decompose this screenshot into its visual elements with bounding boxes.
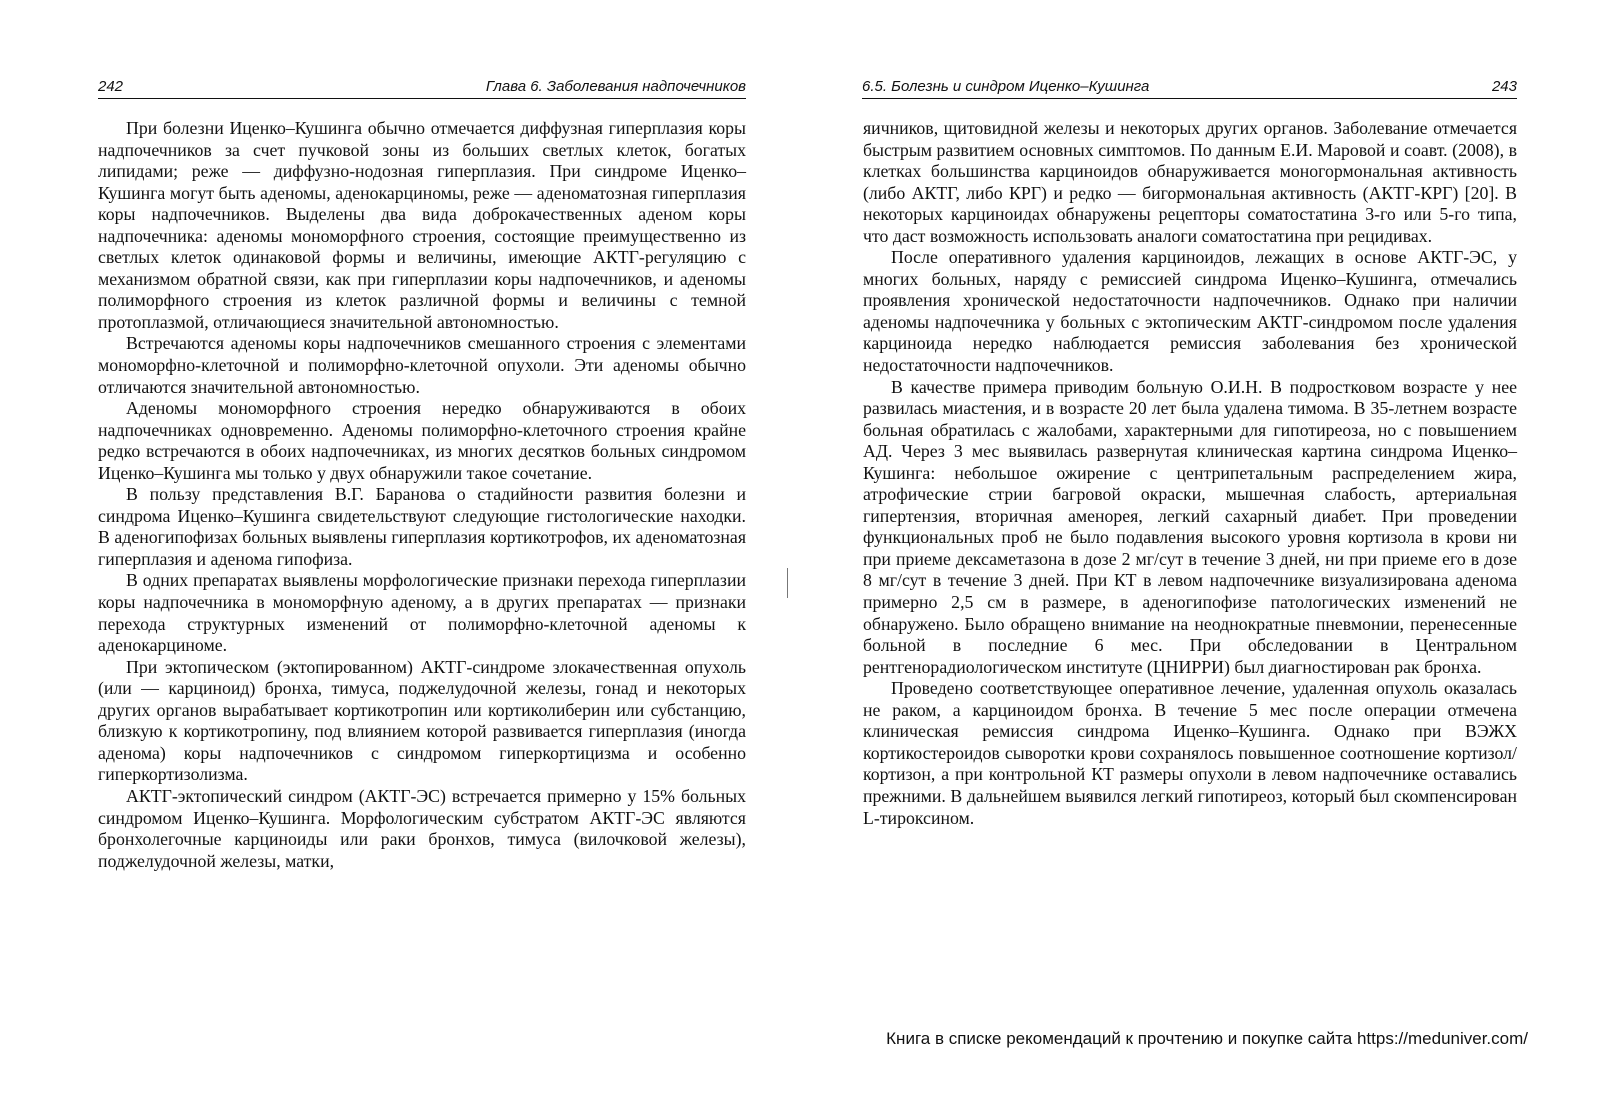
left-page	[0, 0, 790, 1116]
paragraph: В пользу представления В.Г. Баранова о стадийности развития болезни и синдрома Иценко–Кушинга свидетельствуют следующие гистологические находки. В аденогипофизах больных выявлены гиперплазия кортикотрофов, их аденоматозная гиперплазия и аденома гипофиза.	[98, 484, 746, 569]
section-title: 6.5. Болезнь и синдром Иценко–Кушинга	[862, 78, 1150, 95]
right-page	[790, 0, 1600, 1116]
running-header-left	[98, 76, 746, 99]
paragraph: При эктопическом (эктопированном) АКТГ-синдроме злокачественная опухоль (или — карциноид) бронха, тимуса, поджелудочной железы, гонад и некоторых других органов вырабатывает кортикотропин или кортиколиберин или субстанцию, близкую к кортикотропину, под влиянием которой развивается гиперплазия (иногда аденома) коры надпочечников с синдромом гиперкортицизма и особенно гиперкортизолизма.	[98, 656, 746, 785]
footer-note: Книга в списке рекомендаций к прочтению и покупке сайта https://meduniver.com/	[886, 1029, 1528, 1048]
paragraph: После оперативного удаления карциноидов, лежащих в основе АКТГ-ЭС, у многих больных, наряду с ремиссией синдрома Иценко–Кушинга, отмечались проявления хронической недостаточности надпочечников. Однако при наличии аденомы надпочечника у больных с эктопическим АКТГ-синдромом после удаления карциноида нередко наблюдается ремиссия заболевания без хронической недостаточности надпочечников.	[863, 247, 1517, 376]
paragraph: Проведено соответствующее оперативное лечение, удаленная опухоль оказалась не раком, а карциноидом бронха. В течение 5 мес после операции отмечена клиническая ремиссия синдрома Иценко–Кушинга. Однако при ВЭЖХ кортикостероидов сыворотки крови сохранялось повышенное соотношение кортизол/кортизон, а при контрольной КТ размеры опухоли в левом надпочечнике оставались прежними. В дальнейшем выявился легкий гипотиреоз, который был скомпенсирован L-тироксином.	[863, 678, 1517, 828]
paragraph: АКТГ-эктопический синдром (АКТГ-ЭС) встречается примерно у 15% больных синдромом Иценко–Кушинга. Морфологическим субстратом АКТГ-ЭС являются бронхолегочные карциноиды или раки бронхов, тимуса (вилочковой железы), поджелудочной железы, матки,	[98, 785, 746, 871]
chapter-title: Глава 6. Заболевания надпочечников	[485, 78, 746, 95]
paragraph: В одних препаратах выявлены морфологические признаки перехода гиперплазии коры надпочечника в мономорфную аденому, а в других препаратах — признаки перехода структурных изменений от полиморфно-клеточной аденомы к аденокарциноме.	[98, 570, 746, 656]
right-page-body	[863, 118, 1517, 829]
page-number-right: 243	[1491, 78, 1517, 95]
running-header-right	[862, 76, 1517, 99]
page-number-left: 242	[98, 78, 124, 95]
paragraph-continuation: яичников, щитовидной железы и некоторых других органов. Заболевание отмечается быстрым развитием основных симптомов. По данным Е.И. Маровой и соавт. (2008), в клетках большинства карциноидов обнаруживается моногормональная активность (либо АКТГ, либо КРГ) и редко — бигормональная активность (АКТГ-КРГ) [20]. В некоторых карциноидах обнаружены рецепторы соматостатина 3-го или 5-го типа, что даст возможность использовать аналоги соматостатина при рецидивах.	[863, 118, 1517, 246]
gutter-mark	[787, 568, 788, 598]
paragraph: При болезни Иценко–Кушинга обычно отмечается диффузная гиперплазия коры надпочечников за счет пучковой зоны из больших светлых клеток, богатых липидами; реже — диффузно-нодозная гиперплазия. При синдроме Иценко–Кушинга могут быть аденомы, аденокарциномы, реже — аденоматозная гиперплазия коры надпочечников. Выделены два вида доброкачественных аденом коры надпочечника: аденомы мономорфного строения, состоящие преимущественно из светлых клеток одинаковой формы и величины, имеющие АКТГ-регуляцию с механизмом обратной связи, как при гиперплазии коры надпочечников, и аденомы полиморфного строения из клеток различной формы и величины с темной протоплазмой, отличающиеся значительной автономностью.	[98, 118, 746, 332]
paragraph: В качестве примера приводим больную О.И.Н. В подростковом возрасте у нее развилась миастения, и в возрасте 20 лет была удалена тимома. В 35-летнем возрасте больная обратилась с жалобами, характерными для гипотиреоза, но с повышением АД. Через 3 мес выявилась развернутая клиническая картина синдрома Иценко–Кушинга: небольшое ожирение с центрипетальным распределением жира, атрофические стрии багровой окраски, мышечная слабость, артериальная гипертензия, вторичная аменорея, легкий сахарный диабет. При проведении функциональных проб не было подавления высокого уровня кортизола в крови ни при приеме дексаметазона в дозе 2 мг/сут в течение 3 дней, ни при приеме его в дозе 8 мг/сут в течение 3 дней. При КТ в левом надпочечнике визуализирована аденома примерно 2,5 см в размере, в аденогипофизе патологических изменений не обнаружено. Было обращено внимание на неоднократные пневмонии, перенесенные больной в последние 6 мес. При обследовании в Центральном рентгенорадиологическом институте (ЦНИРРИ) был диагностирован рак бронха.	[863, 376, 1517, 677]
paragraph: Аденомы мономорфного строения нередко обнаруживаются в обоих надпочечниках одновременно. Аденомы полиморфно-клеточного строения крайне редко встречаются в обоих надпочечниках, из многих десятков больных синдромом Иценко–Кушинга мы только у двух обнаружили такое сочетание.	[98, 398, 746, 483]
left-page-body	[98, 118, 746, 872]
paragraph: Встречаются аденомы коры надпочечников смешанного строения с элементами мономорфно-клеточной и полиморфно-клеточной опухоли. Эти аденомы обычно отличаются значительной автономностью.	[98, 333, 746, 397]
